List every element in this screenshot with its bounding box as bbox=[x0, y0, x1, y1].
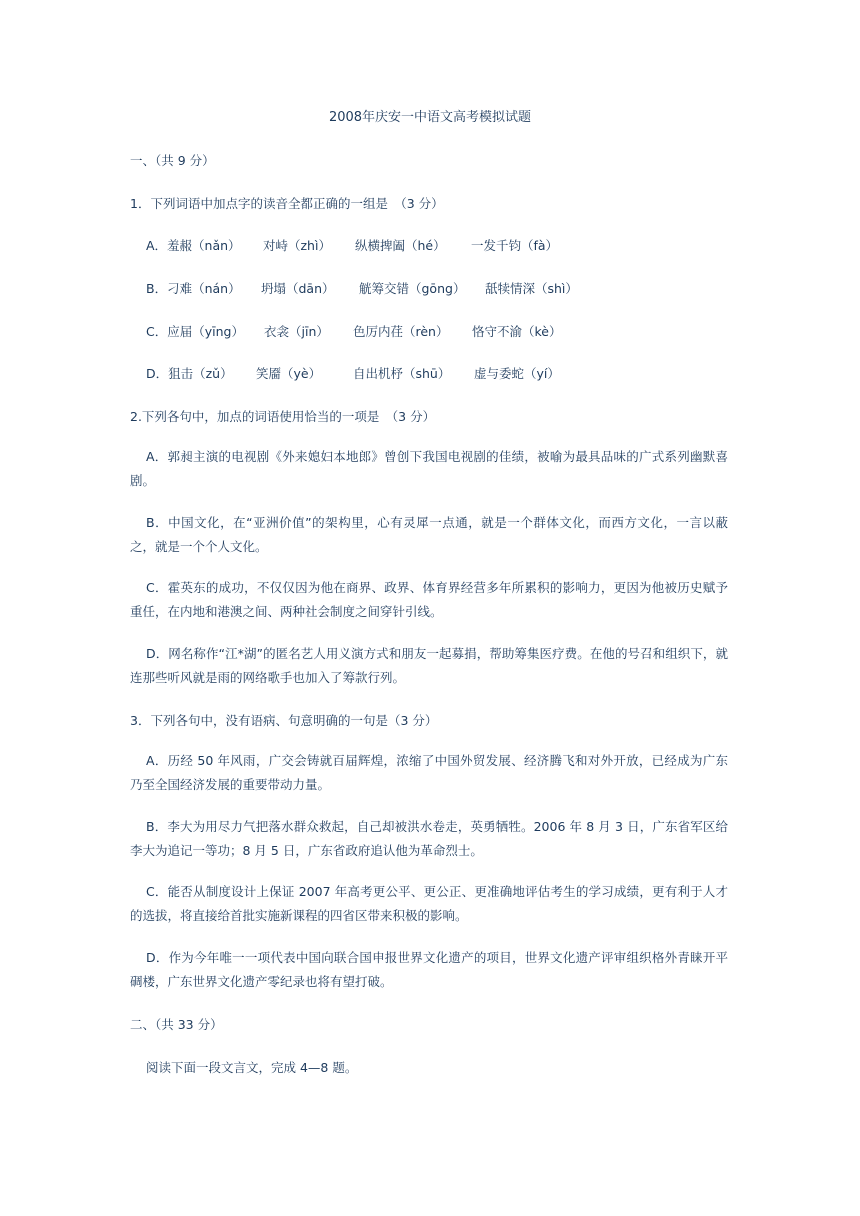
question-3-option-d: D．作为今年唯一一项代表中国向联合国申报世界文化遗产的项目，世界文化遗产评审组织格外青睐开平碉楼，广东世界文化遗产零纪录也将有望打破。 bbox=[130, 950, 728, 989]
question-2-option-b: B．中国文化，在“亚洲价值”的架构里，心有灵犀一点通，就是一个群体文化，而西方文化，一言以蔽之，就是一个个人文化。 bbox=[130, 515, 728, 554]
question-3-option-a: A．历经 50 年风雨，广交会铸就百届辉煌，浓缩了中国外贸发展、经济腾飞和对外开放，已经成为广东乃至全国经济发展的重要带动力量。 bbox=[130, 753, 728, 792]
option-term: C．应届（yīng） bbox=[146, 324, 244, 339]
question-1-option-d bbox=[146, 364, 560, 382]
reading-instruction: 阅读下面一段文言文，完成 4—8 题。 bbox=[146, 1060, 358, 1075]
option-term: 一发千钧（fà） bbox=[471, 238, 559, 253]
option-term: 衣衾（jīn） bbox=[264, 324, 329, 339]
section-one-heading: 一、（共 9 分） bbox=[130, 153, 215, 168]
page-title: 2008年庆安一中语文高考模拟试题 bbox=[328, 110, 532, 125]
question-1-option-b bbox=[146, 279, 578, 297]
option-term: 自出机杼（shū） bbox=[353, 366, 451, 381]
option-term: D．狙击（zǔ） bbox=[146, 366, 233, 381]
question-3-option-c: C．能否从制度设计上保证 2007 年高考更公平、更公正、更准确地评估考生的学习成绩，更有利于人才的选拔，将直接给首批实施新课程的四省区带来积极的影响。 bbox=[130, 884, 728, 923]
option-term: 纵横捭阖（hé） bbox=[355, 238, 446, 253]
option-term: 色厉内荏（rèn） bbox=[353, 324, 449, 339]
option-term: 坍塌（dān） bbox=[261, 281, 335, 296]
section-two-heading: 二、（共 33 分） bbox=[130, 1017, 223, 1032]
option-term: B．刁难（nán） bbox=[146, 281, 241, 296]
question-1-option-a bbox=[146, 236, 558, 254]
option-term: 恪守不渝（kè） bbox=[472, 324, 562, 339]
question-1-stem: 1．下列词语中加点字的读音全都正确的一组是 （3 分） bbox=[130, 196, 444, 211]
question-1-option-c bbox=[146, 322, 561, 340]
question-3-stem: 3．下列各句中，没有语病、句意明确的一句是（3 分） bbox=[130, 713, 438, 728]
option-term: 笑靥（yè） bbox=[256, 366, 322, 381]
option-term: 虚与委蛇（yí） bbox=[474, 366, 560, 381]
option-term: A．羞赧（nǎn） bbox=[146, 238, 241, 253]
option-term: 觥筹交错（gōng） bbox=[359, 281, 466, 296]
question-2-stem: 2.下列各句中，加点的词语使用恰当的一项是 （3 分） bbox=[130, 409, 436, 424]
option-term: 对峙（zhì） bbox=[263, 238, 331, 253]
question-2-option-c: C．霍英东的成功，不仅仅因为他在商界、政界、体育界经营多年所累积的影响力，更因为他被历史赋予重任，在内地和港澳之间、两种社会制度之间穿针引线。 bbox=[130, 580, 728, 619]
question-3-option-b: B．李大为用尽力气把落水群众救起，自己却被洪水卷走，英勇牺牲。2006 年 8 月 3 日，广东省军区给李大为追记一等功；8 月 5 日，广东省政府追认他为革命烈士。 bbox=[130, 819, 728, 858]
option-term: 舐犊情深（shì） bbox=[485, 281, 578, 296]
question-2-option-a: A．郭昶主演的电视剧《外来媳妇本地郎》曾创下我国电视剧的佳绩，被喻为最具品味的广式系列幽默喜剧。 bbox=[130, 449, 728, 488]
question-2-option-d: D．网名称作“江*湖”的匿名艺人用义演方式和朋友一起募捐，帮助筹集医疗费。在他的号召和组织下，就连那些听风就是雨的网络歌手也加入了筹款行列。 bbox=[130, 646, 728, 685]
